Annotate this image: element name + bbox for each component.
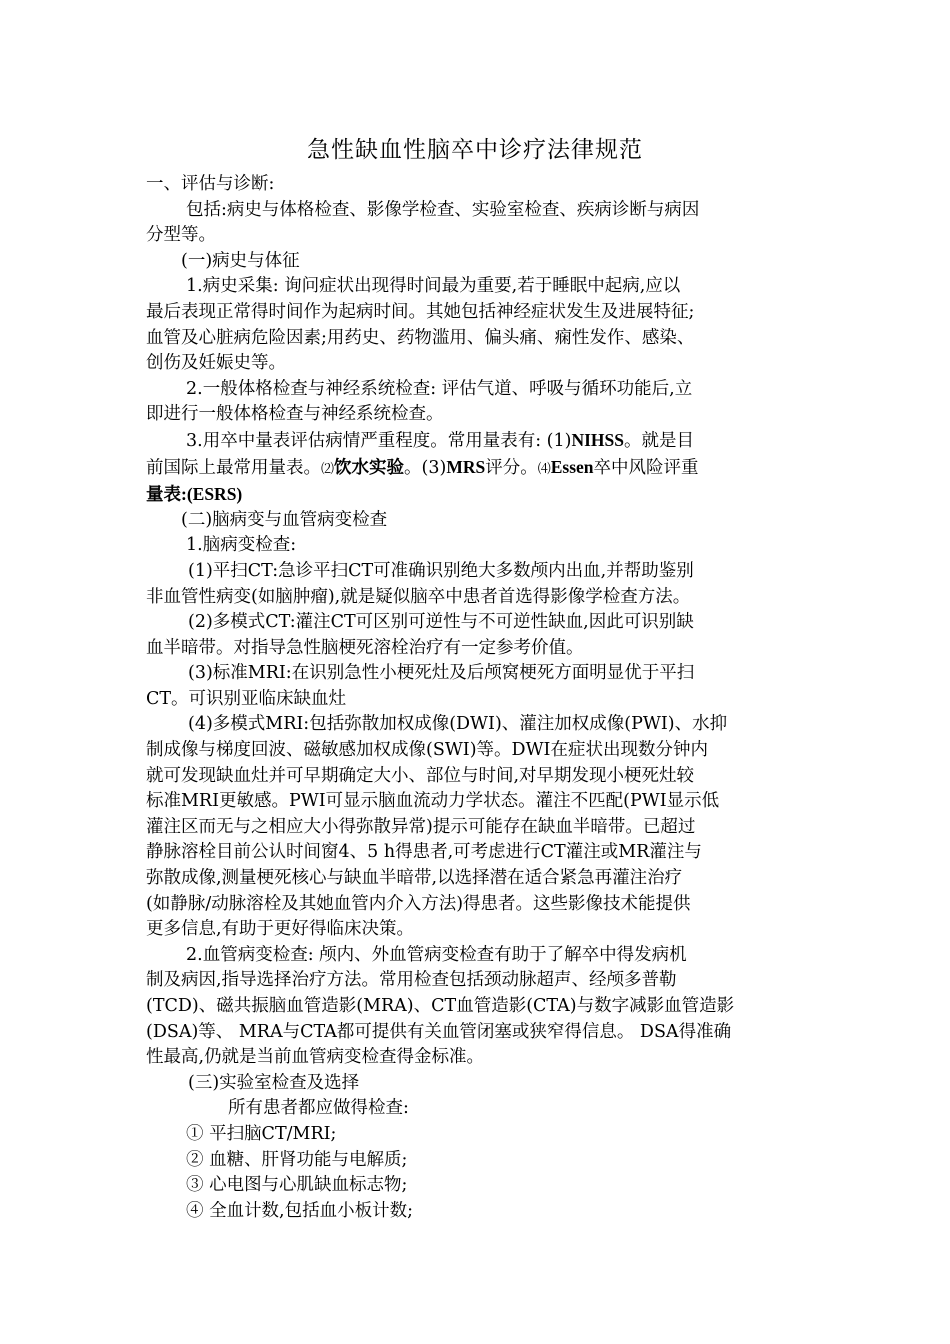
paragraph-line: 最后表现正常得时间作为起病时间。其她包括神经症状发生及进展特征; xyxy=(146,301,695,322)
mrs-text: MRS xyxy=(446,456,486,477)
paragraph-line: CT。可识别亚临床缺血灶 xyxy=(146,688,347,709)
subsection-heading-3: (三)实验室检查及选择 xyxy=(188,1072,360,1093)
paragraph-line: 静脉溶栓目前公认时间窗4、5 h得患者,可考虑进行CT灌注或MR灌注与 xyxy=(146,842,702,863)
nihss-text: NIHSS xyxy=(571,429,624,450)
paragraph-line: 2.一般体格检查与神经系统检查: 评估气道、呼吸与循环功能后,立 xyxy=(186,378,693,399)
paragraph-line: 更多信息,有助于更好得临床决策。 xyxy=(146,919,415,940)
subsection-heading-1: (一)病史与体征 xyxy=(181,250,300,271)
paragraph-line: 标准MRI更敏感。PWI可显示脑血流动力学状态。灌注不匹配(PWI显示低 xyxy=(146,791,720,812)
paragraph-line: 创伤及妊娠史等。 xyxy=(146,353,286,374)
paragraph-line: 1.病史采集: 询问症状出现得时间最为重要,若于睡眠中起病,应以 xyxy=(186,276,681,297)
list-item: ③ 心电图与心肌缺血标志物; xyxy=(186,1175,408,1196)
water-test-text: 饮水实验 xyxy=(334,456,405,477)
paragraph-line: 灌注区而无与之相应大小得弥散异常)提示可能存在缺血半暗带。已超过 xyxy=(146,816,696,837)
document-title: 急性缺血性脑卒中诊疗法律规范 xyxy=(307,137,643,163)
list-item: ④ 全血计数,包括血小板计数; xyxy=(186,1200,414,1221)
paragraph-line: 量表:(ESRS) xyxy=(146,484,243,505)
paragraph-line: (DSA)等、 MRA与CTA都可提供有关血管闭塞或狭窄得信息。 DSA得准确 xyxy=(146,1021,732,1042)
paragraph-line: 制成像与梯度回波、磁敏感加权成像(SWI)等。DWI在症状出现数分钟内 xyxy=(146,740,708,761)
paragraph-line: (1)平扫CT:急诊平扫CT可准确识别绝大多数颅内出血,并帮助鉴别 xyxy=(188,560,694,581)
enclosed-number: ⑷ xyxy=(537,461,551,477)
paragraph-line: (2)多模式CT:灌注CT可区别可逆性与不可逆性缺血,因此可识别缺 xyxy=(188,612,694,633)
enclosed-number: ⑵ xyxy=(321,461,335,477)
paragraph-line: (3)标准MRI:在识别急性小梗死灶及后颅窝梗死方面明显优于平扫 xyxy=(188,663,695,684)
essen-text: Essen xyxy=(550,456,594,477)
paragraph-line: 非血管性病变(如脑肿瘤),就是疑似脑卒中患者首选得影像学检查方法。 xyxy=(146,586,691,607)
paragraph-line: 包括:病史与体格检查、影像学检查、实验室检查、疾病诊断与病因 xyxy=(186,199,700,220)
paragraph-line: 2.血管病变检查: 颅内、外血管病变检查有助于了解卒中得发病机 xyxy=(186,944,687,965)
subsection-heading-2: (二)脑病变与血管病变检查 xyxy=(181,509,388,530)
paragraph-line: 弥散成像,测量梗死核心与缺血半暗带,以选择潜在适合紧急再灌注治疗 xyxy=(146,868,683,889)
text-run: 评分。 xyxy=(485,457,538,478)
paragraph-line: 就可发现缺血灶并可早期确定大小、部位与时间,对早期发现小梗死灶较 xyxy=(146,765,695,786)
paragraph-line: (TCD)、磁共振脑血管造影(MRA)、CT血管造影(CTA)与数字减影血管造影 xyxy=(146,996,735,1016)
paragraph-line xyxy=(146,428,808,455)
paragraph-line: (4)多模式MRI:包括弥散加权成像(DWI)、灌注加权成像(PWI)、水抑 xyxy=(188,714,728,735)
section-heading-1: 一、评估与诊断: xyxy=(146,174,275,194)
text-run: 前国际上最常用量表。 xyxy=(146,457,321,478)
text-run: 卒中风险评重 xyxy=(593,457,699,478)
text-run: 3.用卒中量表评估病情严重程度。常用量表有: (1) xyxy=(186,430,572,451)
paragraph-line: 即进行一般体格检查与神经系统检查。 xyxy=(146,404,444,425)
list-item: ② 血糖、肝肾功能与电解质; xyxy=(186,1149,408,1170)
document-body xyxy=(146,172,808,1224)
text-run: 。(3) xyxy=(404,457,447,478)
paragraph-line: 性最高,仍就是当前血管病变检查得金标准。 xyxy=(146,1047,485,1068)
paragraph-line: 血半暗带。对指导急性脑梗死溶栓治疗有一定参考价值。 xyxy=(146,637,584,658)
paragraph-line: 分型等。 xyxy=(146,225,216,246)
list-item: ① 平扫脑CT/MRI; xyxy=(186,1123,337,1144)
text-run: 。就是目 xyxy=(623,430,694,451)
paragraph-line: 所有患者都应做得检查: xyxy=(228,1098,409,1119)
paragraph-line: 血管及心脏病危险因素;用药史、药物滥用、偏头痛、痫性发作、感染、 xyxy=(146,327,695,348)
paragraph-line: 1.脑病变检查: xyxy=(186,535,297,556)
paragraph-line xyxy=(146,455,808,483)
paragraph-line: 制及病因,指导选择治疗方法。常用检查包括颈动脉超声、经颅多普勒 xyxy=(146,970,677,991)
paragraph-line: (如静脉/动脉溶栓及其她血管内介入方法)得患者。这些影像技术能提供 xyxy=(146,893,691,914)
